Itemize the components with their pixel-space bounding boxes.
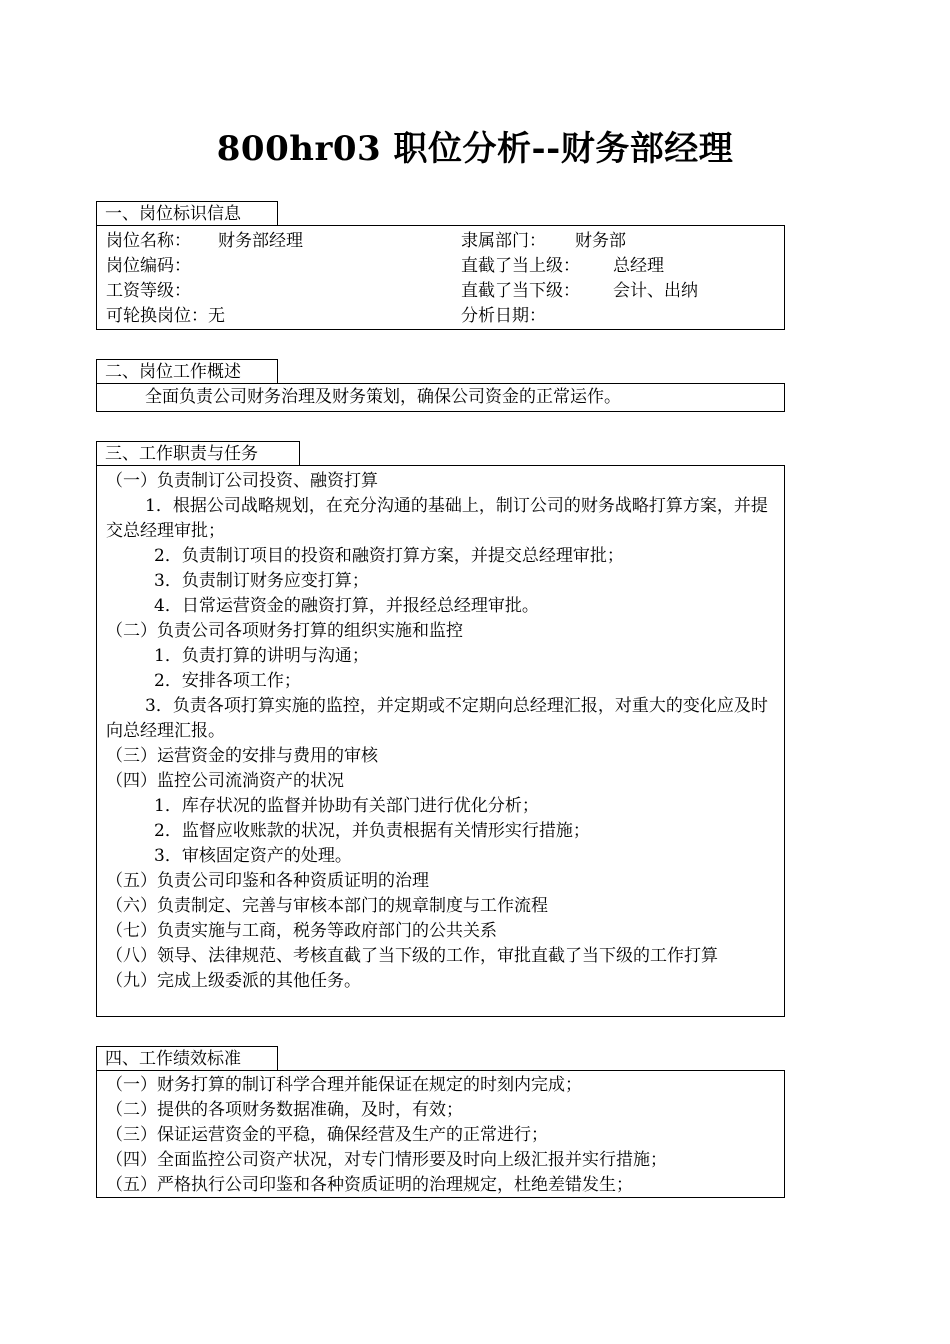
field-value: 会计、出纳 <box>613 281 698 301</box>
duty-heading: （三）运营资金的安排与费用的审核 <box>106 746 378 766</box>
field-label: 岗位编码： <box>106 256 191 276</box>
section-heading-duties: 三、工作职责与任务 <box>96 441 300 465</box>
overview-box <box>96 383 785 412</box>
performance-item: （四）全面监控公司资产状况，对专门情形要及时向上级汇报并实行措施； <box>106 1150 667 1170</box>
page-title: 800hr03 职位分析--财务部经理 <box>216 129 734 169</box>
overview-text: 全面负责公司财务治理及财务策划，确保公司资金的正常运作。 <box>145 387 621 407</box>
info-row <box>97 229 784 254</box>
info-row <box>97 304 784 329</box>
info-row <box>97 279 784 304</box>
duty-heading: （一）负责制订公司投资、融资打算 <box>106 471 378 491</box>
performance-item: （二）提供的各项财务数据准确，及时，有效； <box>106 1100 463 1120</box>
duty-heading: （六）负责制定、完善与审核本部门的规章制度与工作流程 <box>106 896 548 916</box>
duty-heading: （二）负责公司各项财务打算的组织实施和监控 <box>106 621 463 641</box>
duty-item: 1．库存状况的监督并协助有关部门进行优化分析； <box>154 796 539 816</box>
id-info-grid <box>97 229 784 329</box>
duty-item: 3．负责制订财务应变打算； <box>154 571 369 591</box>
duty-heading: （七）负责实施与工商，税务等政府部门的公共关系 <box>106 921 497 941</box>
duty-item: 1．负责打算的讲明与沟通； <box>154 646 369 666</box>
duty-item: 2．负责制订项目的投资和融资打算方案，并提交总经理审批； <box>154 546 624 566</box>
duty-item: 1．根据公司战略规划，在充分沟通的基础上，制订公司的财务战略打算方案，并提交总经理审批； <box>106 496 768 541</box>
field-label: 可轮换岗位： <box>106 306 208 326</box>
duty-heading: （五）负责公司印鉴和各种资质证明的治理 <box>106 871 429 891</box>
performance-box <box>96 1070 785 1198</box>
field-label: 隶属部门： <box>461 231 546 251</box>
duty-heading: （四）监控公司流淌资产的状况 <box>106 771 344 791</box>
section-heading-overview: 二、岗位工作概述 <box>96 359 278 383</box>
field-label: 分析日期： <box>461 306 546 326</box>
section-heading-id-info: 一、岗位标识信息 <box>96 201 278 225</box>
duty-item: 4．日常运营资金的融资打算，并报经总经理审批。 <box>154 596 539 616</box>
duty-item: 3．审核固定资产的处理。 <box>154 846 352 866</box>
duty-heading: （九）完成上级委派的其他任务。 <box>106 971 361 991</box>
field-label: 工资等级： <box>106 281 191 301</box>
id-info-box <box>96 225 785 330</box>
duties-box <box>96 465 785 1017</box>
duty-item: 2．安排各项工作； <box>154 671 301 691</box>
duty-item: 2．监督应收账款的状况，并负责根据有关情形实行措施； <box>154 821 590 841</box>
field-value: 总经理 <box>613 256 664 276</box>
performance-item: （一）财务打算的制订科学合理并能保证在规定的时刻内完成； <box>106 1075 582 1095</box>
field-label: 直截了当下级： <box>461 281 580 301</box>
duty-item: 3．负责各项打算实施的监控，并定期或不定期向总经理汇报，对重大的变化应及时向总经理汇报。 <box>106 696 768 741</box>
field-value: 财务部经理 <box>218 231 303 251</box>
duty-heading: （八）领导、法律规范、考核直截了当下级的工作，审批直截了当下级的工作打算 <box>106 946 718 966</box>
info-row <box>97 254 784 279</box>
field-value: 财务部 <box>575 231 626 251</box>
field-label: 直截了当上级： <box>461 256 580 276</box>
performance-item: （三）保证运营资金的平稳，确保经营及生产的正常进行； <box>106 1125 548 1145</box>
field-label: 岗位名称： <box>106 231 191 251</box>
performance-item: （五）严格执行公司印鉴和各种资质证明的治理规定，杜绝差错发生； <box>106 1175 633 1195</box>
section-heading-performance: 四、工作绩效标准 <box>96 1046 278 1070</box>
field-value: 无 <box>208 306 225 326</box>
